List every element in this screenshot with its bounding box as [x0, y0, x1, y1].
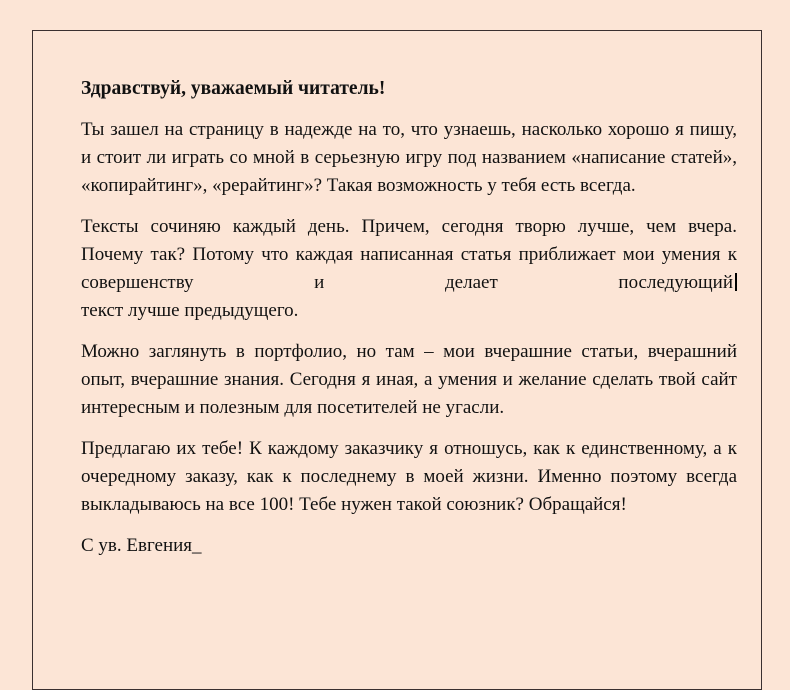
letter-signature: С ув. Евгения_: [81, 535, 202, 556]
letter-greeting: Здравствуй, уважаемый читатель!: [81, 78, 386, 99]
text-cursor: [735, 273, 737, 291]
document-text-area[interactable]: [81, 75, 737, 560]
paragraph-4: Предлагаю их тебе! К каждому заказчику я отношусь, как к единственному, а к очередному заказу, как к последнему в моей жизни. Именно поэтому всегда выкладываюсь на все 100! Тебе нужен такой союзник? Обращайся!: [81, 438, 737, 515]
paragraph-1: Ты зашел на страницу в надежде на то, что узнаешь, насколько хорошо я пишу, и стоит ли играть со мной в серьезную игру под названием «написание статей», «копирайтинг», «рерайтинг»? Такая возможность у тебя есть всегда.: [81, 119, 737, 196]
paragraph-2: [81, 213, 737, 297]
paragraph-3: Можно заглянуть в портфолио, но там – мои вчерашние статьи, вчерашний опыт, вчерашние знания. Сегодня я иная, а умения и желание сделать твой сайт интересным и полезным для посетителей не угасли.: [81, 341, 737, 418]
paragraph-2-end: текст лучше предыдущего.: [81, 300, 299, 321]
paragraph-2-text: Тексты сочиняю каждый день. Причем, сегодня творю лучше, чем вчера. Почему так? Потому что каждая написанная статья приближает мои умения к совершенству и делает последующий: [81, 216, 737, 293]
